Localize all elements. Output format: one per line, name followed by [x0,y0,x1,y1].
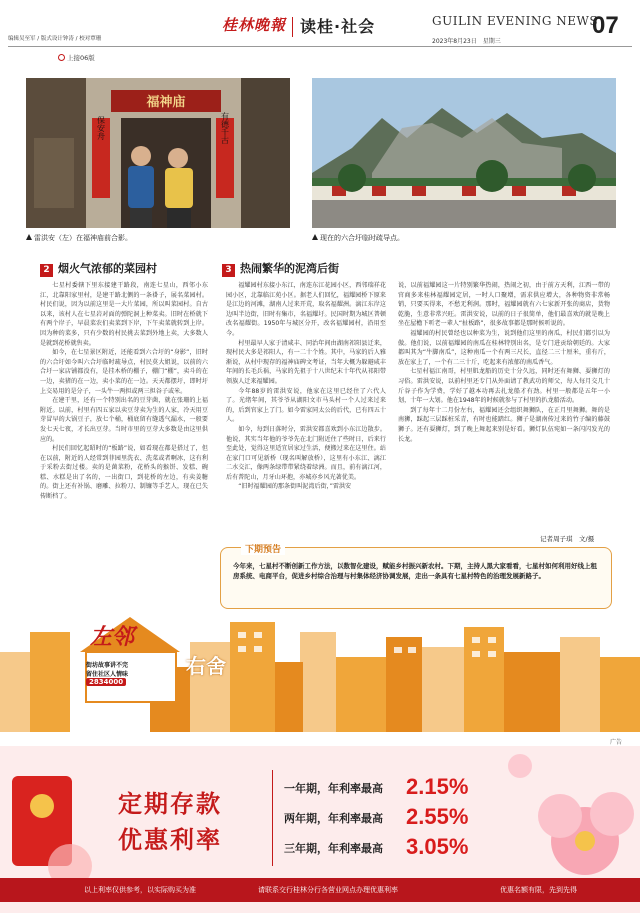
ad-label: 广告 [610,739,623,746]
column-slogan-2: 留住社区人情味 [86,671,129,678]
paragraph: 福耀园的村民曾经也以种菜为生，说到他们这里的南瓜，村民们都引以为傲。他们说，以前福耀园的南瓜在桂林特别出名，是专门进贡给朝廷的。大家都叫其为“牛脚南瓜”，这种南瓜一个有两三尺长，直径二三十厘米，重有斤，放在家上了，一个有二三十斤，吃起来有浓郁的南瓜香气。 [398,329,610,366]
article-2-title: 烟火气浓郁的菜园村 [58,262,157,275]
rate-value: 2.55% [406,804,469,829]
rate-term: 两年期，年利率最高 [284,812,383,825]
paragraph: 村民们回忆起昭时的“板路”说，如看现在都是搭过了，但在以前，附近的人经常到菲园里洗衣、洗菜或者啊冰，这有利于采粉去街过楼。卖的是菌菜粉，花桥头的猴饼、发糕、碗糕、水糕是出了名的，一出街口，到花桥的左边，有卖姜糖的。街上还有补锅、磨雕、拉粉刀、制镰等手艺人，现在已失传断档了。 [40,445,208,501]
article-3-body-col2 [398,281,610,531]
continue-icon [58,54,65,61]
ad-divider [272,770,273,866]
couplet-right: 有德千古 [220,112,230,144]
section-number-badge: 2 [40,264,53,277]
section-number-badge: 3 [222,264,235,277]
ad-title-line1: 定期存款 [118,789,222,818]
newspaper-english-name: GUILIN EVENING NEWS [432,14,599,28]
paragraph: 七星村福江南哥，村里肌龙船的历史十分久远，同时还有舞狮、耍狮灯的习俗。雷洪安说，以前村里还专门从外面请了教武功的师父，每人每月交几十斤谷子作为学费，学好了越本功再去扎龙船才有劲。村里一般都是五年一小划，十年一大划。他在1948年的时候就参与了村里的扒龙船活动。 [398,368,610,405]
footer-note: 优惠名额有限，先到先得 [500,886,577,894]
paragraph: “旧时福耀园的那条街叫泥湾后街，”雷洪安 [238,483,352,491]
newspaper-logo: 桂林晚報 [222,16,287,34]
section-title: 读桂·社会 [300,17,376,36]
paragraph: 在建干里，还有一个特别出名的豆芽菌，就在张珊的上福附近。以前，村里有四五家以卖豆芽卖为生的人家，冷天用豆芽冒早的大锅豆子，放七个桶，桶底留有缝透气漏水，一般要发七天七夜，才长出豆芽。当时市里的豆芽大多数是由这里供应的。 [40,397,208,443]
paragraph: 如今，在七星景区附近，还能看到六合圩的“身影”，旧时的六合圩如今叫六合圩临时疏导点，村民莫大姐说，以前的六合圩一家店铺都没有，是挂木桥的棚子，棚门“棚”，卖斗的在一边，卖猪的在一边，卖小菜的在一边。天天都摆圩，即时圩上交易用的是分子，一头牛一两担或两三担谷子或米。 [40,349,208,395]
temple-sign: 福神庙 [146,95,186,110]
rate-row-1yr [284,774,468,800]
header-rule [8,46,632,47]
paragraph: 村里最早人家于清咸丰、同治年间由湖南祁阳县迁来，现村民大多是祁阳人，有一二十个姓。其中，马家的后人雅渐说，从村中现存的福神庙碑文考证，当年大概为躲避咸丰年间的长毛兵祸，马家的先祖于十八世纪末十年代从祁阳带领族人迁来福耀园。 [226,339,386,385]
paragraph: 到了每年十二月份左右，福耀园还会组织舞狮队，在正月里舞狮。舞的是南狮，踩起三层踩桩采青，有时也能踏红。狮子是湖南传过来的竹子编的藤鼓狮子。还有耍狮灯，到了晚上舞起来别是好看。狮灯队伍宛如一条闪闪发光的长龙。 [398,406,610,443]
preview-text: 今年来，七星村不断创新工作方法，以数智化建设，赋能乡村振兴新农村。下期，主持人黑大家看看，七星村如何利用好线上租房系统、电商平台，促进乡村综合治理与村集体经济协调发展，走出一条具有七星村特色的治理发展新路子。 [233,562,597,580]
photo-market [312,78,616,228]
paragraph: 福耀园村东接小东江，南连东江花园小区，西邻瑞祥花园小区，北靠临江苑小区。据老人们回忆，福耀园桥下原来是江边的河滩，湖南人过来开荒，取名福耀洲。漓江东岸这边叫半边街，旧时有集市，名福耀圩。民国时期为城区普顿改名福耀街。1950年与城区分开，改名福耀园村，沿用至今。 [226,282,386,337]
rate-value: 2.15% [406,774,469,799]
rate-row-2yr [284,804,468,830]
photo-temple [26,78,290,228]
paragraph: 说，以前福耀园这一片特别繁华热闹，热闹之初，由于前方天利，江西一带的官商多来桂林福耀园定居，一时人口聚增，需求供应增大，各种物资非常畅销，只要买得来，不愁无利润。那时，福耀园就有六七家新开张的商店，货物乾脆，生意非常兴旺。雷洪安说，以前的日子很简单，他们最喜欢的就是晚上坐在屋檐下听老一辈人“扯板路”，很多故事都是那时候听说的。 [398,282,610,328]
page-header [0,0,640,48]
column-slogan-1: 街坊故事讲不完 [86,662,129,669]
caption-right: 现在的六合圩临时疏导点。 [312,233,404,243]
header-divider [292,17,293,37]
rate-row-3yr [284,834,468,860]
temple-illustration [26,78,290,228]
hotline-number: 2834000 [86,678,126,686]
issue-date: 2023年8月23日 星期三 [432,38,501,45]
paragraph: 今年88岁的雷洪安说，他家在这里已经住了六代人了。光绪年间，其爷爷从湖阳文市马头村一个人过来过来的，后到官家上了门。如今雷家同太公的后代，已有四五十人。 [226,387,386,424]
rate-term: 三年期，年利率最高 [284,842,383,855]
article-3-title: 热闹繁华的泥湾后街 [240,262,339,275]
byline: 记者周子琪 文/摄 [540,535,595,543]
next-issue-preview [220,547,612,609]
editor-credits: 编辑吴至军 / 版式设计钟涛 / 校对覃珊 [8,36,102,42]
market-illustration [312,78,616,228]
ad-footer [0,878,640,902]
article-2-heading [40,260,157,277]
footer-note: 请联系交行桂林分行各营业网点办理优惠利率 [258,886,398,894]
rate-term: 一年期，年利率最高 [284,782,383,795]
ad-title-line2: 优惠利率 [118,825,222,854]
column-logo-subtitle: 右舍 [186,654,226,678]
caption-left: 雷洪安（左）在福神庙前合影。 [26,233,132,243]
article-2-body [40,281,208,659]
column-logo-title: 左邻 [90,624,135,650]
paragraph: 如今，每到日落时分，雷洪安都喜欢到小东江边散步。他说，其实当年他的爷爷先在北门附近住了些时日，后来行至此处，觉得这里适宜居家过生活，便搬过来在这里住。站在家门口可见新桥（现名叫解放桥），这里有小东江、漓江二水交汇，像两条绿带带紧绕着绿洲。而且，前有漓江河，后有普陀山，月牙山环抱，亦城亦乡风光著优美。 [226,425,386,481]
article-3-body-col1 [226,281,386,546]
preview-title: 下期预告 [241,542,285,555]
article-3-heading [222,260,339,277]
footer-note: 以上利率仅供参考，以实际购买为准 [84,886,196,894]
page-number: 07 [592,12,619,39]
continued-from-label: 上接06版 [58,53,95,62]
paragraph: 七星村委辖下里东接建干路段，南连七星山，西邻小东江，北靠阳家里村，是建干路北侧的一条褂子，展名菜园村。村民们说，因为以前这里是一大片菜园，所以叫菜园村。自古以来，该村人在七星岩对面的弹陀洞上种菜卖。旧时在桥就下有两个岸子，早晨菜农们卖菜到下岸，下午卖菜就转到上岸。因为种的菜多，只有少数的村民挑去菜到外地上卖，大多数人是就到花桥就售卖。 [40,282,208,347]
couplet-left: 保安舟 [96,116,106,140]
rate-value: 3.05% [406,834,469,859]
